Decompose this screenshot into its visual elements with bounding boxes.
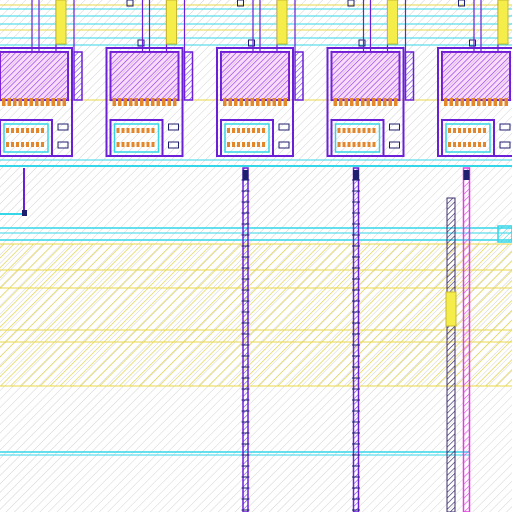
diffusion-finger (46, 98, 50, 106)
diffusion-finger (338, 128, 341, 133)
diffusion-finger (473, 142, 476, 147)
diffusion-finger (129, 98, 133, 106)
diffusion-finger (455, 98, 459, 106)
side-contact (185, 52, 193, 100)
diffusion-finger (26, 128, 29, 133)
diffusion-finger (252, 142, 255, 147)
diffusion-finger (113, 98, 117, 106)
diffusion-finger (257, 128, 260, 133)
diffusion-finger (21, 128, 24, 133)
diffusion-finger (466, 98, 470, 106)
diffusion-finger (251, 98, 255, 106)
diffusion-finger (505, 98, 509, 106)
diffusion-finger (472, 98, 476, 106)
diffusion-finger (26, 142, 29, 147)
diffusion-finger (494, 98, 498, 106)
diffusion-finger (444, 98, 448, 106)
dark-tap-column[interactable] (446, 198, 456, 512)
diffusion-finger (2, 98, 6, 106)
diffusion-finger (8, 98, 12, 106)
output-column[interactable] (464, 168, 470, 512)
diffusion-finger (267, 98, 271, 106)
diffusion-finger (146, 98, 150, 106)
diffusion-finger (350, 98, 354, 106)
diffusion-finger (16, 142, 19, 147)
diffusion-finger (142, 128, 145, 133)
diffusion-finger (356, 98, 360, 106)
diffusion-finger (478, 128, 481, 133)
diffusion-finger (36, 142, 39, 147)
diffusion-finger (168, 98, 172, 106)
diffusion-finger (11, 128, 14, 133)
diffusion-finger (35, 98, 39, 106)
diffusion-finger (458, 128, 461, 133)
diffusion-finger (152, 142, 155, 147)
diffusion-finger (147, 128, 150, 133)
diffusion-finger (262, 128, 265, 133)
diffusion-finger (448, 142, 451, 147)
diffusion-finger (229, 98, 233, 106)
diffusion-finger (232, 142, 235, 147)
diffusion-finger (284, 98, 288, 106)
diffusion-finger (24, 98, 28, 106)
diffusion-finger (122, 128, 125, 133)
diffusion-finger (453, 142, 456, 147)
diffusion-finger (358, 128, 361, 133)
output-column[interactable] (243, 168, 248, 512)
diffusion-finger (63, 98, 67, 106)
diffusion-finger (57, 98, 61, 106)
diffusion-finger (36, 128, 39, 133)
diffusion-finger (237, 128, 240, 133)
diffusion-finger (345, 98, 349, 106)
diffusion-finger (127, 142, 130, 147)
diffusion-finger (262, 98, 266, 106)
diffusion-finger (463, 142, 466, 147)
diffusion-finger (41, 142, 44, 147)
side-contact (295, 52, 303, 100)
diffusion-finger (468, 142, 471, 147)
diffusion-finger (6, 128, 9, 133)
diffusion-finger (368, 142, 371, 147)
tap-marker (446, 292, 456, 326)
diffusion-finger (117, 142, 120, 147)
diffusion-finger (343, 128, 346, 133)
power-strap (56, 0, 66, 44)
transistor-array-tint (442, 52, 510, 100)
diffusion-finger (16, 128, 19, 133)
diffusion-finger (473, 128, 476, 133)
diffusion-finger (394, 98, 398, 106)
diffusion-finger (458, 142, 461, 147)
diffusion-finger (477, 98, 481, 106)
diffusion-finger (483, 142, 486, 147)
diffusion-finger (373, 128, 376, 133)
yellow-well-region (0, 244, 512, 386)
diffusion-finger (52, 98, 56, 106)
diffusion-finger (273, 98, 277, 106)
diffusion-finger (11, 142, 14, 147)
diffusion-finger (13, 98, 17, 106)
diffusion-finger (262, 142, 265, 147)
diffusion-finger (152, 128, 155, 133)
diffusion-finger (450, 98, 454, 106)
transistor-array-tint (0, 52, 68, 100)
diffusion-finger (278, 98, 282, 106)
diffusion-finger (19, 98, 23, 106)
diffusion-finger (353, 128, 356, 133)
diffusion-finger (162, 98, 166, 106)
diffusion-finger (151, 98, 155, 106)
diffusion-finger (240, 98, 244, 106)
diffusion-finger (137, 128, 140, 133)
diffusion-finger (338, 142, 341, 147)
diffusion-finger (247, 142, 250, 147)
transistor-array-tint (332, 52, 400, 100)
diffusion-finger (124, 98, 128, 106)
diffusion-finger (353, 142, 356, 147)
diffusion-finger (140, 98, 144, 106)
column-via (464, 170, 470, 180)
diffusion-finger (368, 128, 371, 133)
diffusion-finger (358, 142, 361, 147)
diffusion-finger (463, 128, 466, 133)
diffusion-finger (137, 142, 140, 147)
diffusion-finger (373, 142, 376, 147)
diffusion-finger (483, 98, 487, 106)
diffusion-finger (223, 98, 227, 106)
diffusion-finger (468, 128, 471, 133)
diffusion-finger (157, 98, 161, 106)
output-column[interactable] (354, 168, 359, 512)
diffusion-finger (348, 128, 351, 133)
diffusion-finger (257, 142, 260, 147)
diffusion-finger (132, 142, 135, 147)
diffusion-finger (363, 142, 366, 147)
diffusion-finger (6, 142, 9, 147)
diffusion-finger (247, 128, 250, 133)
diffusion-finger (117, 128, 120, 133)
diffusion-finger (118, 98, 122, 106)
diffusion-finger (499, 98, 503, 106)
diffusion-finger (483, 128, 486, 133)
diffusion-finger (245, 98, 249, 106)
diffusion-finger (135, 98, 139, 106)
power-strap (167, 0, 177, 44)
diffusion-finger (448, 128, 451, 133)
diffusion-finger (389, 98, 393, 106)
side-contact (406, 52, 414, 100)
diffusion-finger (372, 98, 376, 106)
diffusion-finger (363, 128, 366, 133)
diffusion-finger (383, 98, 387, 106)
side-contact (74, 52, 82, 100)
diffusion-finger (132, 128, 135, 133)
diffusion-finger (242, 142, 245, 147)
diffusion-finger (31, 128, 34, 133)
transistor-array-tint (111, 52, 179, 100)
diffusion-finger (173, 98, 177, 106)
diffusion-finger (21, 142, 24, 147)
diffusion-finger (334, 98, 338, 106)
diffusion-finger (378, 98, 382, 106)
power-strap (498, 0, 508, 44)
power-strap (388, 0, 398, 44)
diffusion-finger (242, 128, 245, 133)
power-strap (277, 0, 287, 44)
diffusion-finger (478, 142, 481, 147)
column-via (353, 170, 359, 180)
diffusion-finger (232, 128, 235, 133)
diffusion-finger (488, 98, 492, 106)
diffusion-finger (30, 98, 34, 106)
column-via (243, 170, 249, 180)
diffusion-finger (147, 142, 150, 147)
diffusion-finger (339, 98, 343, 106)
diffusion-finger (227, 142, 230, 147)
diffusion-finger (234, 98, 238, 106)
transistor-array-tint (221, 52, 289, 100)
diffusion-finger (127, 128, 130, 133)
diffusion-finger (348, 142, 351, 147)
diffusion-finger (453, 128, 456, 133)
diffusion-finger (41, 128, 44, 133)
diffusion-finger (361, 98, 365, 106)
diffusion-finger (256, 98, 260, 106)
diffusion-finger (41, 98, 45, 106)
right-bus-contact[interactable] (498, 226, 512, 242)
diffusion-finger (31, 142, 34, 147)
diffusion-finger (142, 142, 145, 147)
diffusion-finger (461, 98, 465, 106)
diffusion-finger (227, 128, 230, 133)
diffusion-finger (252, 128, 255, 133)
diffusion-finger (122, 142, 125, 147)
diffusion-finger (237, 142, 240, 147)
diffusion-finger (367, 98, 371, 106)
diffusion-finger (343, 142, 346, 147)
